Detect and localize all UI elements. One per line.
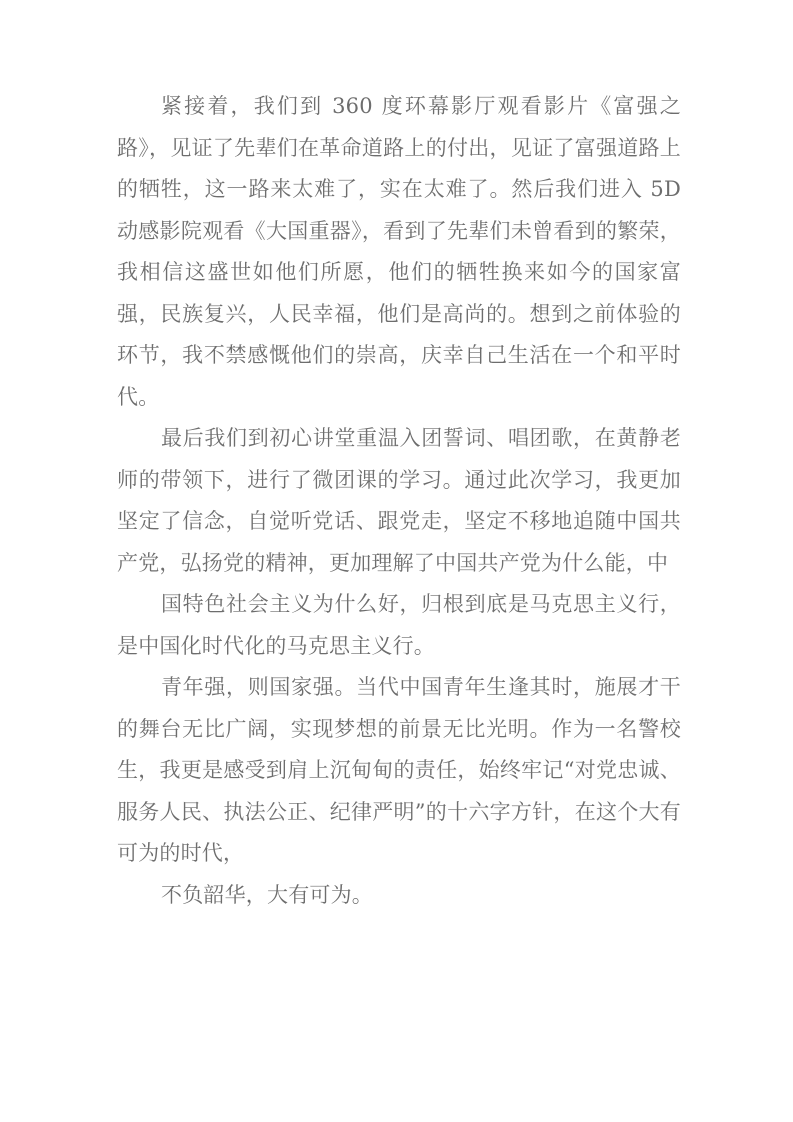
paragraph: 国特色社会主义为什么好，归根到底是马克思主义行，是中国化时代化的马克思主义行。 [117, 592, 681, 658]
paragraph: 不负韶华，大有可为。 [161, 882, 373, 907]
paragraph: 青年强，则国家强。当代中国青年生逢其时，施展才干的舞台无比广阔，实现梦想的前景无比光明。作为一名警校生，我更是感受到肩上沉甸甸的责任，始终牢记“对党忠诚、服务人民、执法公正、纪律严明”的十六字方针，在这个大有可为的时代， [117, 675, 681, 865]
paragraph: 紧接着，我们到 360 度环幕影厅观看影片《富强之路》，见证了先辈们在革命道路上的付出，见证了富强道路上的牺牲，这一路来太难了，实在太难了。然后我们进入 5D 动感影院观看《大国重器》，看到了先辈们未曾看到的繁荣，我相信这盛世如他们所愿，他们的牺牲换来如今的国家富强，民族复兴，人民幸福，他们是高尚的。想到之前体验的环节，我不禁感慨他们的崇高，庆幸自己生活在一个和平时代。 [117, 94, 681, 409]
paragraph: 最后我们到初心讲堂重温入团誓词、唱团歌，在黄静老师的带领下，进行了微团课的学习。通过此次学习，我更加坚定了信念，自觉听党话、跟党走，坚定不移地追随中国共产党，弘扬党的精神，更加理解了中国共产党为什么能，中 [117, 426, 681, 575]
document-text-body [117, 86, 681, 916]
